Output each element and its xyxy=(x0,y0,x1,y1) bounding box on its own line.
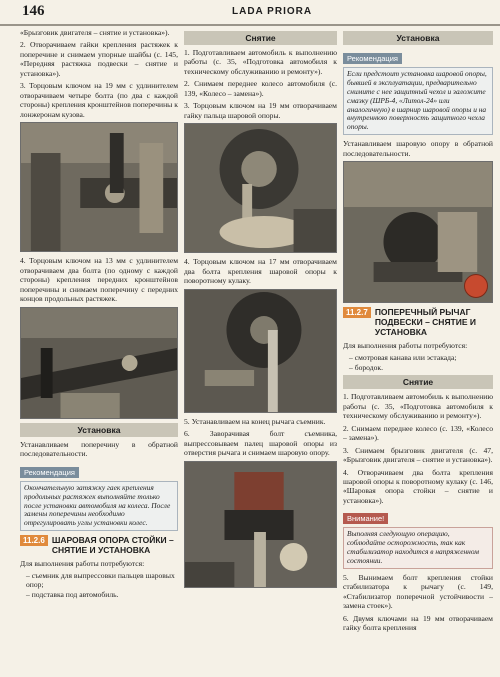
recommendation-label: Рекомендация xyxy=(343,53,402,64)
section-heading-install: Установка xyxy=(20,423,178,437)
photo-crossmember-bolts xyxy=(20,122,178,252)
section-title: ШАРОВАЯ ОПОРА СТОЙКИ – СНЯТИЕ И УСТАНОВКА xyxy=(51,535,174,556)
paragraph: 4. Отворачиваем два болта крепления шаровой опоры к поворотному кулаку (с. 146, «Шаровая опора стойки – снятие и установка»). xyxy=(343,467,493,505)
list-item: – подставка под автомобиль. xyxy=(26,590,178,599)
photo-ball-joint-nut xyxy=(184,123,337,253)
requirements-list xyxy=(20,571,178,599)
paragraph: «Брызговик двигателя – снятие и установка»). xyxy=(20,28,170,37)
paragraph: 2. Снимаем переднее колесо (с. 139, «Колесо – замена»). xyxy=(343,423,493,443)
column-right xyxy=(343,28,493,636)
column-middle xyxy=(184,28,337,592)
section-title: ПОПЕРЕЧНЫЙ РЫЧАГ ПОДВЕСКИ – СНЯТИЕ И УСТАНОВКА xyxy=(374,307,476,338)
paragraph: 6. Двумя ключами на 19 мм отворачиваем гайку болта крепления xyxy=(343,613,493,633)
paragraph: 3. Снимаем брызговик двигателя (с. 47, «Брызговик двигателя – снятие и установка»). xyxy=(343,445,493,465)
section-number: 11.2.6 xyxy=(20,535,48,546)
paragraph: 3. Торцовым ключом на 19 мм с удлинителем отворачиваем четыре болта (по два с каждой стороны) крепления кронштейнов поперечины к лонжеронам кузова. xyxy=(20,81,178,119)
master-badge-icon xyxy=(464,274,488,298)
paragraph: 5. Вынимаем болт крепления стойки стабилизатора к рычагу (с. 149, «Стабилизатор поперечной устойчивости – замена стоек»). xyxy=(343,572,493,611)
paragraph: 2. Отворачиваем гайки крепления растяжек к поперечине и снимаем упорные шайбы (с. 145, «Передняя растяжка подвески – снятие и установка»). xyxy=(20,40,178,78)
warning-label: Внимание! xyxy=(343,513,388,524)
recommendation-note: Если предстоит установка шаровой опоры, бывшей в эксплуатации, предварительно снимите с нее защитный чехол и заложите смазку (ШРБ-4, «Литол-24» или аналогичную) в шарнир шаровой опоры и на внутреннюю поверхность защитного чехла опоры. xyxy=(343,67,493,135)
paragraph: Устанавливаем поперечину в обратной последовательности. xyxy=(20,439,178,459)
section-heading-removal: Снятие xyxy=(184,31,337,45)
paragraph: 5. Устанавливаем на конец рычага съемник. xyxy=(184,416,326,426)
paragraph: Устанавливаем шаровую опору в обратной последовательности. xyxy=(343,139,493,158)
paragraph: 3. Торцовым ключом на 19 мм отворачиваем гайку пальца шаровой опоры. xyxy=(184,101,337,120)
paragraph: 6. Заворачивая болт съемника, выпрессовываем палец шаровой опоры из отверстия рычага и снимаем шаровую опору. xyxy=(184,429,337,458)
subsection-heading xyxy=(20,535,178,555)
recommendation-label: Рекомендация xyxy=(20,467,79,478)
page-header xyxy=(0,0,500,26)
warning-note: Выполняя следующую операцию, соблюдайте осторожность, так как стабилизатор находится в напряженном состоянии. xyxy=(343,527,493,569)
recommendation-note: Окончательную затяжку гаек крепления продольных растяжек выполняйте только после установки автомобиля на колеса. После замены поперечины необходимо отрегулировать углы установки колес. xyxy=(20,481,178,531)
requirements-list xyxy=(343,353,493,372)
list-item: – бородок. xyxy=(349,363,493,372)
paragraph: 1. Подготавливаем автомобиль к выполнению работы (с. 35, «Подготовка автомобиля к техническому обслуживанию и ремонту»). xyxy=(184,48,337,76)
paragraph: Для выполнения работы потребуются: xyxy=(343,340,468,350)
photo-ball-joint-bolts xyxy=(184,289,337,413)
section-heading-install: Установка xyxy=(343,31,493,45)
list-item: – съемник для выпрессовки пальцев шаровых опор; xyxy=(26,571,178,590)
column-left xyxy=(20,28,178,602)
photo-puller xyxy=(184,461,337,588)
subsection-heading xyxy=(343,307,493,338)
paragraph: 4. Торцовым ключом на 17 мм отворачиваем два болта крепления шаровой опоры к поворотному кулаку. xyxy=(184,257,337,286)
page-number: 146 xyxy=(22,3,45,19)
paragraph: 1. Подготавливаем автомобиль к выполнению работы (с. 35, «Подготовка автомобиля к техническому обслуживанию и ремонту»). xyxy=(343,392,493,421)
book-title: LADA PRIORA xyxy=(232,6,313,17)
paragraph: 2. Снимаем переднее колесо автомобиля (с. 139, «Колесо – замена»). xyxy=(184,79,337,98)
photo-crossmember-front xyxy=(20,307,178,419)
section-heading-removal: Снятие xyxy=(343,375,493,389)
photo-ball-joint-installed xyxy=(343,161,493,303)
section-number: 11.2.7 xyxy=(343,307,371,318)
list-item: – смотровая канава или эстакада; xyxy=(349,353,493,362)
paragraph: 4. Торцовым ключом на 13 мм с удлинителем отворачиваем два болта (по одному с каждой стороны) крепления передних кронштейнов поперечины и снимаем поперечину с передних концов продольных растяжек. xyxy=(20,256,178,304)
paragraph: Для выполнения работы потребуются: xyxy=(20,558,145,568)
